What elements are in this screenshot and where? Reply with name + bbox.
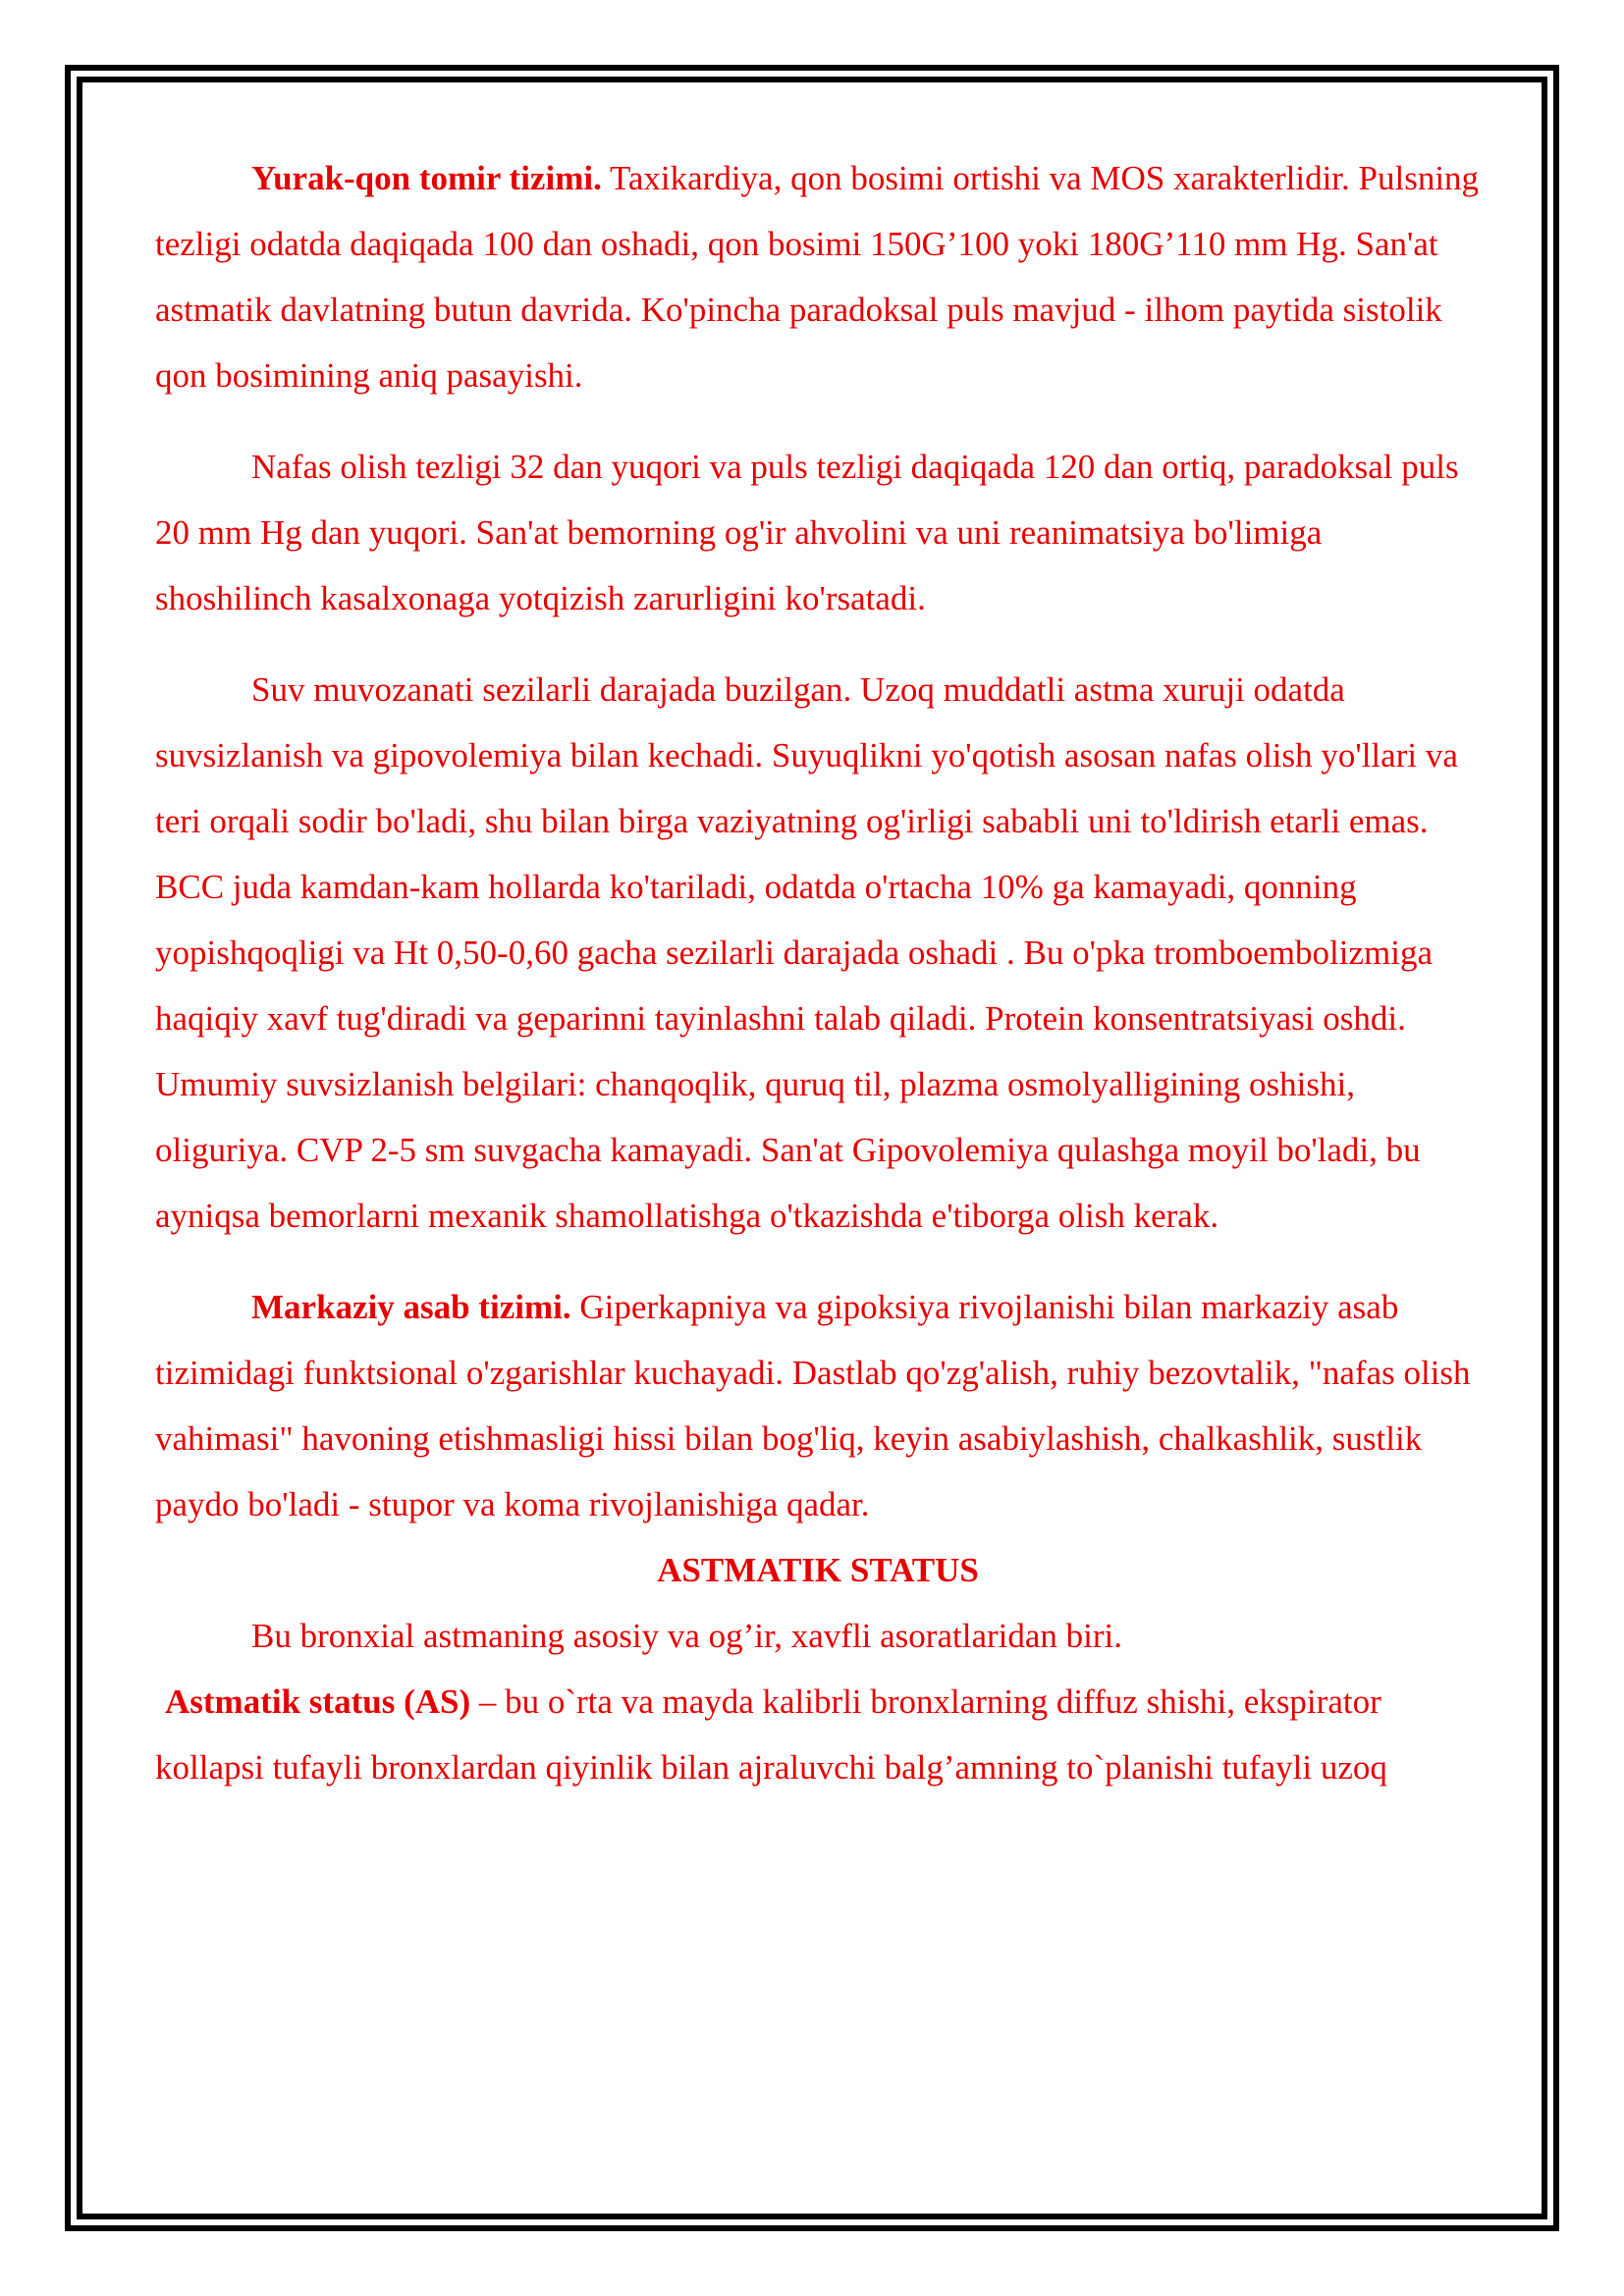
paragraph-cardiovascular [155,145,1481,408]
document-body [155,145,1481,1800]
section-heading: ASTMATIK STATUS [657,1551,979,1589]
paragraph-lead: Markaziy asab tizimi. [251,1288,571,1326]
paragraph-text: Suv muvozanati sezilarli darajada buzilgan. Uzoq muddatli astma xuruji odatda suvsizlanish va gipovolemiya bilan kechadi. Suyuqlikni yo'qotish asosan nafas olish yo'llari va teri orqali sodir bo'ladi, shu bilan birga vaziyatning og'irligi sababli uni to'ldirish etarli emas. BCC juda kamdan-kam hollarda ko'tariladi, odatda o'rtacha 10% ga kamayadi, qonning yopishqoqligi va Ht 0,50-0,60 gacha sezilarli darajada oshadi . Bu o'pka tromboembolizmiga haqiqiy xavf tug'diradi va geparinni tayinlashni talab qiladi. Protein konsentratsiyasi oshdi. Umumiy suvsizlanish belgilari: chanqoqlik, quruq til, plazma osmolyalligining oshishi, oliguriya. CVP 2-5 sm suvgacha kamayadi. San'at Gipovolemiya qulashga moyil bo'ladi, bu ayniqsa bemorlarni mexanik shamollatishga o'tkazishda e'tiborga olish kerak. [155,670,1458,1235]
paragraph-text: Giperkapniya va gipoksiya rivojlanishi bilan markaziy asab tizimidagi funktsional o'zgarishlar kuchayadi. Dastlab qo'zg'alish, ruhiy bezovtalik, "nafas olish vahimasi" havoning etishmasligi hissi bilan bog'liq, keyin asabiylashish, chalkashlik, sustlik paydo bo'ladi - stupor va koma rivojlanishiga qadar. [155,1288,1471,1523]
paragraph-text: – bu o`rta va mayda kalibrli bronxlarning diffuz shishi, ekspirator [470,1682,1381,1721]
paragraph-water-balance [155,657,1481,1249]
paragraph-text: Bu bronxial astmaning asosiy va og’ir, xavfli asoratlaridan biri. [251,1617,1122,1655]
paragraph-text: kollapsi tufayli bronxlardan qiyinlik bilan ajraluvchi balg’amning to`planishi tufayli uzoq [155,1748,1387,1787]
paragraph-lead: Astmatik status (AS) [165,1682,471,1721]
paragraph-cns [155,1274,1481,1537]
paragraph-definition-continued [155,1735,1481,1800]
paragraph-lead: Yurak-qon tomir tizimi. [251,159,602,197]
paragraph-respiratory-rate [155,434,1481,631]
paragraph-text: Taxikardiya, qon bosimi ortishi va MOS xarakterlidir. Pulsning tezligi odatda daqiqada 100 dan oshadi, qon bosimi 150G’100 yoki 180G’110 mm Hg. San'at astmatik davlatning butun davrida. Ko'pincha paradoksal puls mavjud - ilhom paytida sistolik qon bosimining aniq pasayishi. [155,159,1480,395]
paragraph-text: Nafas olish tezligi 32 dan yuqori va puls tezligi daqiqada 120 dan ortiq, paradoksal puls 20 mm Hg dan yuqori. San'at bemorning og'ir ahvolini va uni reanimatsiya bo'limiga shoshilinch kasalxonaga yotqizish zarurligini ko'rsatadi. [155,448,1459,617]
paragraph-intro [155,1603,1481,1669]
paragraph-definition [155,1669,1481,1735]
